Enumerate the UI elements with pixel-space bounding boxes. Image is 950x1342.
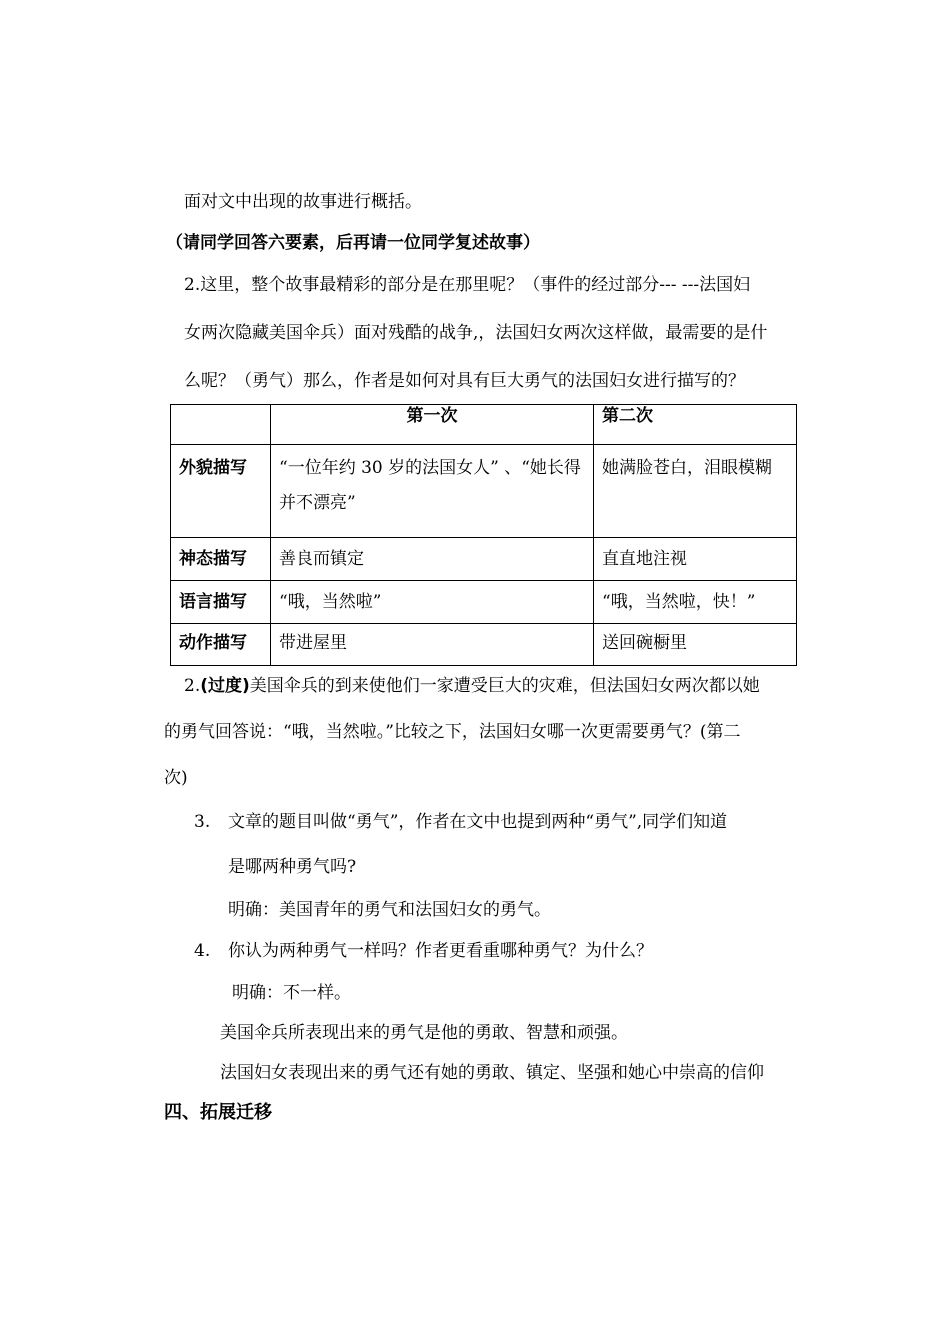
question-4-line-2: 美国伞兵所表现出来的勇气是他的勇敢、智慧和顽强。 <box>220 1023 628 1043</box>
row-label: 语言描写 <box>171 581 271 624</box>
question-2-line-2: 女两次隐藏美国伞兵）面对残酷的战争,，法国妇女两次这样做，最需要的是什 <box>184 323 768 343</box>
question-3-line-2: 是哪两种勇气吗? <box>228 857 357 877</box>
question-text: 美国伞兵的到来使他们一家遭受巨大的灾难，但法国妇女两次都以她 <box>249 676 760 696</box>
question-2b-line-3: 次) <box>164 768 188 788</box>
row-label: 外貌描写 <box>171 445 271 538</box>
question-4-answer: 明确：不一样。 <box>232 983 351 1003</box>
question-3-line-1: 文章的题目叫做“勇气”，作者在文中也提到两种“勇气”,同学们知道 <box>228 812 728 832</box>
table-corner-cell <box>171 405 271 445</box>
question-2b-line-2: 的勇气回答说：“哦，当然啦。”比较之下，法国妇女哪一次更需要勇气？(第二 <box>164 722 741 742</box>
table-row <box>171 624 797 666</box>
row-second-cell: “哦，当然啦，快！” <box>594 581 797 624</box>
row-first-cell: “哦，当然啦” <box>271 581 594 624</box>
row-first-text-cont: 并不漂亮” <box>279 493 356 513</box>
table-header-second: 第二次 <box>594 405 797 445</box>
section-heading: 四、拓展迁移 <box>164 1102 272 1123</box>
table-row <box>171 445 797 538</box>
question-4-number: 4. <box>194 941 211 961</box>
row-label: 神态描写 <box>171 538 271 581</box>
question-2b-line-1 <box>184 675 760 697</box>
row-second-cell: 她满脸苍白，泪眼模糊 <box>594 445 797 538</box>
question-2-line-3: 么呢？（勇气）那么，作者是如何对具有巨大勇气的法国妇女进行描写的？ <box>184 371 745 391</box>
question-number: 2. <box>184 676 201 696</box>
table-row <box>171 538 797 581</box>
question-2-line-1: 2.这里，整个故事最精彩的部分是在那里呢？（事件的经过部分--- ---法国妇 <box>184 275 751 295</box>
paragraph-instruction: （请同学回答六要素，后再请一位同学复述故事） <box>166 233 540 253</box>
table-header-first: 第一次 <box>271 405 594 445</box>
row-first-cell: 善良而镇定 <box>271 538 594 581</box>
row-first-cell: 带进屋里 <box>271 624 594 666</box>
row-label: 动作描写 <box>171 624 271 666</box>
question-4-line-1: 你认为两种勇气一样吗？作者更看重哪种勇气？为什么？ <box>228 941 653 961</box>
paragraph-summary: 面对文中出现的故事进行概括。 <box>184 192 422 212</box>
question-3-number: 3. <box>194 812 211 832</box>
row-first-cell <box>271 445 594 538</box>
table-row <box>171 581 797 624</box>
row-first-text: “一位年约 30 岁的法国女人” 、“她长得 <box>279 458 581 478</box>
row-second-cell: 送回碗橱里 <box>594 624 797 666</box>
transition-tag: (过度) <box>200 676 250 696</box>
description-table <box>170 404 797 666</box>
question-4-line-3: 法国妇女表现出来的勇气还有她的勇敢、镇定、坚强和她心中崇高的信仰 <box>220 1063 764 1083</box>
row-second-cell: 直直地注视 <box>594 538 797 581</box>
question-3-answer: 明确：美国青年的勇气和法国妇女的勇气。 <box>228 900 551 920</box>
